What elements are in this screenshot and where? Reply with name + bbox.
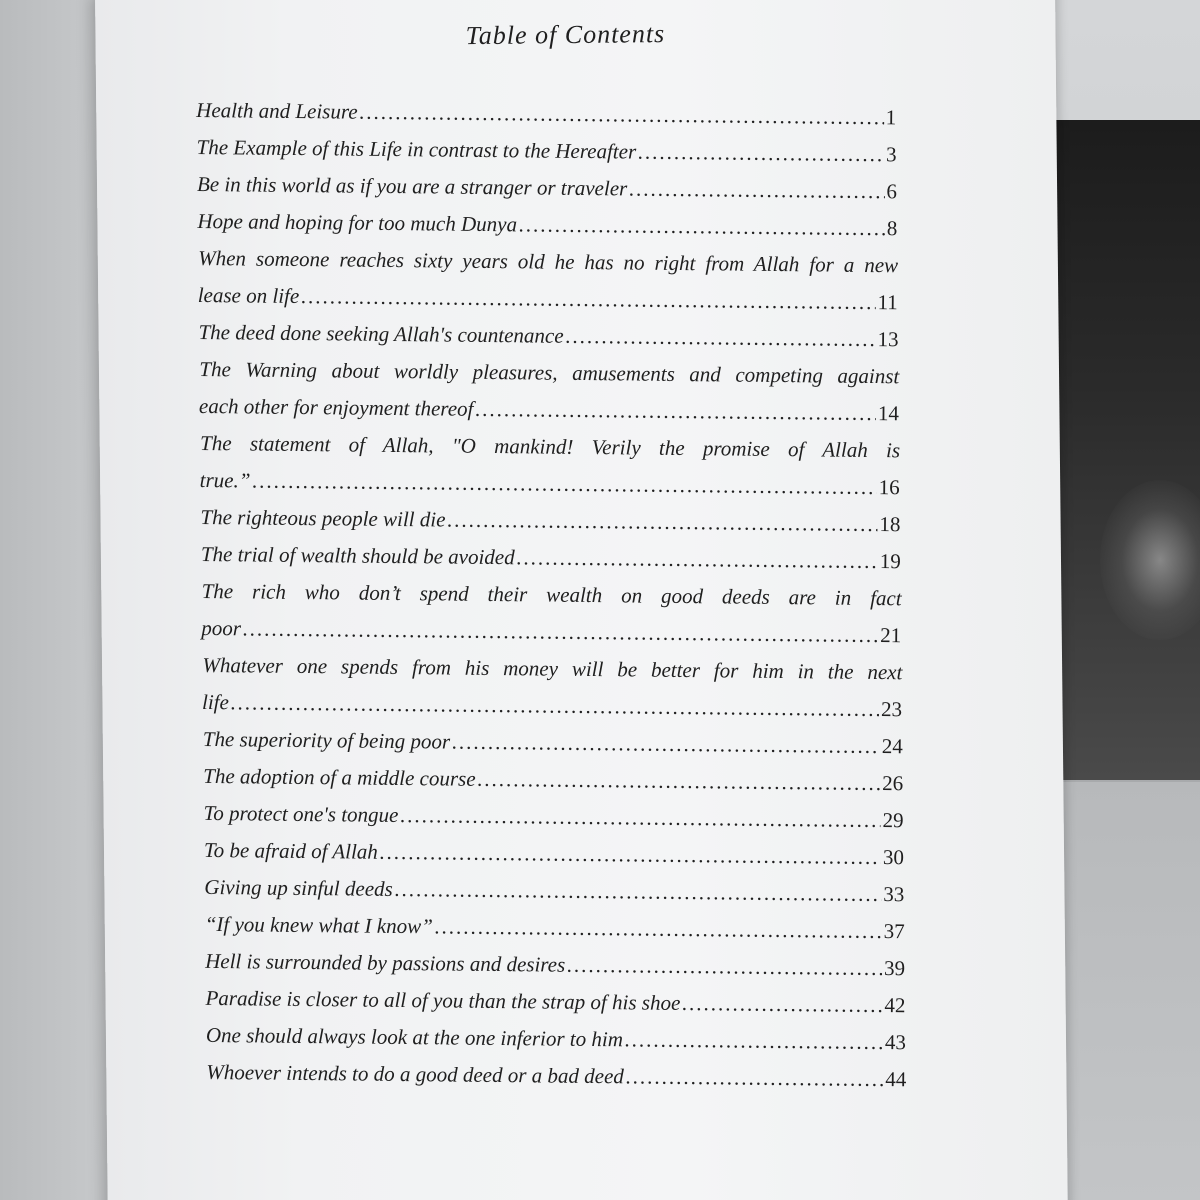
toc-entry-page-number: 6 [886,179,898,204]
dot-leader [626,1058,884,1098]
dot-leader [395,871,882,913]
toc-entry-page-number: 30 [882,845,905,870]
toc-entry-title: One should always look at the one inferior to him [205,1022,624,1052]
toc-entry-title: The trial of wealth should be avoided [200,541,515,570]
page-title: Table of Contents [465,19,666,51]
toc-entry-title: The superiority of being poor [202,726,451,754]
toc-entry-title: Paradise is closer to all of you than the strap of his shoe [205,985,681,1015]
dot-leader [567,947,882,987]
dot-leader [359,94,883,136]
toc-entry [206,1054,906,1098]
dot-leader [435,908,882,950]
toc-entry [198,240,899,321]
toc-entry [202,647,903,728]
dot-leader [629,170,885,210]
toc-entry-title: The adoption of a middle course [203,763,476,791]
toc-entry-title: To be afraid of Allah [203,837,378,864]
toc-entry [199,351,900,432]
toc-entry-page-number: 19 [879,549,901,574]
toc-entry-page-number: 23 [880,697,903,722]
toc-entry-title-line: The Warning about worldly pleasures, amusements and competing against [199,356,900,389]
dot-leader [447,502,877,544]
toc-entry-title: The Example of this Life in contrast to the Hereafter [196,134,637,164]
toc-entry-title: life [201,689,230,715]
toc-entry-title: lease on life [197,282,300,309]
toc-entry-title: true.” [199,467,251,493]
dot-leader [516,539,878,580]
dot-leader [625,1021,883,1061]
dot-leader [400,797,881,839]
toc-entry-title: Hope and hoping for too much Dunya [197,208,518,237]
toc-entry-page-number: 18 [879,512,901,537]
toc-entry-title: Hell is surrounded by passions and desires [205,948,566,977]
table-of-contents [195,17,906,1091]
toc-entry-page-number: 1 [885,105,897,130]
toc-entry-title: To protect one's tongue [203,800,399,827]
dot-leader [565,318,875,358]
toc-entry-title: each other for enjoyment thereof [198,393,474,421]
book-page [95,0,1068,1200]
toc-entry-title: Health and Leisure [196,97,358,124]
toc-entry-title: Be in this world as if you are a stranger or traveler [196,171,628,201]
toc-entry-page-number: 29 [882,808,904,833]
toc-entry-page-number: 39 [883,956,906,981]
toc-entry [201,573,902,654]
toc-entry-page-number: 13 [877,327,899,352]
toc-entry-title: The righteous people will die [200,504,446,532]
toc-entry-title: Giving up sinful deeds [204,874,393,901]
toc-entry-page-number: 8 [886,216,898,241]
toc-entry-page-number: 3 [885,142,897,167]
dot-leader [380,834,881,876]
toc-entry-title-line: The statement of Allah, "O mankind! Verily the promise of Allah is [199,430,901,463]
dot-leader [682,985,883,1024]
toc-entry-page-number: 43 [884,1030,907,1055]
dot-leader [477,761,880,802]
toc-list [196,85,906,1091]
background-left [0,0,110,1200]
toc-entry-title: Whoever intends to do a good deed or a bad deed [206,1059,625,1089]
toc-entry-page-number: 24 [881,734,903,759]
dot-leader [519,206,885,247]
toc-entry-page-number: 21 [880,623,902,648]
toc-entry-title-line: The rich who don’t spend their wealth on good deeds are in fact [201,578,902,611]
toc-entry-page-number: 33 [883,882,905,907]
dot-leader [475,391,876,432]
toc-entry-title: poor [201,615,242,641]
toc-entry-page-number: 42 [884,993,906,1018]
toc-entry-page-number: 16 [878,475,900,500]
toc-entry-page-number: 11 [877,290,898,315]
toc-entry-page-number: 37 [883,919,905,944]
toc-entry-title-line: When someone reaches sixty years old he has no right from Allah for a new [198,245,899,278]
toc-entry-page-number: 14 [877,401,900,426]
dot-leader [638,134,884,174]
toc-entry-title: The deed done seeking Allah's countenance [198,319,564,348]
dot-leader [301,278,876,321]
toc-entry-page-number: 26 [882,771,904,796]
toc-entry [200,425,901,506]
toc-entry-row [206,1054,906,1098]
toc-entry-title: “If you knew what I know” [204,911,433,939]
toc-entry-title-line: Whatever one spends from his money will be better for him in the next [202,652,903,685]
toc-entry-page-number: 44 [885,1067,907,1092]
dot-leader [452,724,880,765]
